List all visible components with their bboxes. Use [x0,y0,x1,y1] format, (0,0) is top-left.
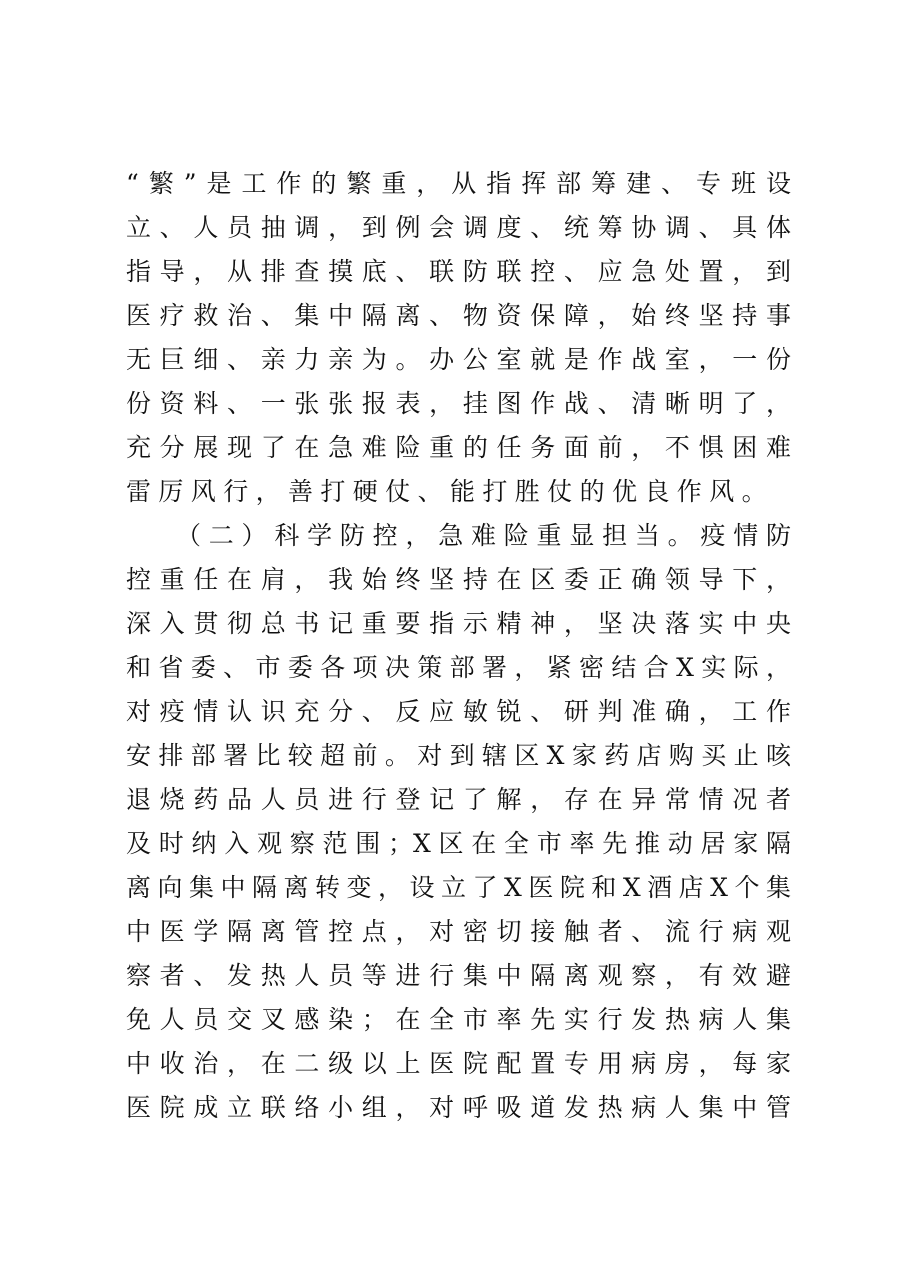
text-line: 深入贯彻总书记重要指示精神，坚决落实中央 [126,609,791,638]
text-line: 退烧药品人员进行登记了解，存在异常情况者 [126,785,791,814]
text-line: 指导，从排查摸底、联防联控、应急处置，到 [126,257,791,286]
text-line: 及时纳入观察范围；X区在全市率先推动居家隔 [126,829,791,858]
text-line: 察者、发热人员等进行集中隔离观察，有效避 [126,961,791,990]
text-line: 立、人员抽调，到例会调度、统筹协调、具体 [126,213,791,242]
text-line: 医疗救治、集中隔离、物资保障，始终坚持事 [126,301,791,330]
text-line: 医院成立联络小组，对呼吸道发热病人集中管 [126,1093,791,1122]
text-line: 安排部署比较超前。对到辖区X家药店购买止咳 [126,741,791,770]
text-line: 充分展现了在急难险重的任务面前，不惧困难 [126,433,791,462]
text-line: 中医学隔离管控点，对密切接触者、流行病观 [126,917,791,946]
text-line: 控重任在肩，我始终坚持在区委正确领导下， [126,565,791,594]
text-line: 免人员交叉感染；在全市率先实行发热病人集 [126,1005,791,1034]
text-line: 份资料、一张张报表，挂图作战、清晰明了， [126,389,791,418]
text-line: 无巨细、亲力亲为。办公室就是作战室，一份 [126,345,791,374]
body-text [126,162,791,1130]
text-line: 对疫情认识充分、反应敏锐、研判准确，工作 [126,697,791,726]
text-line: “繁”是工作的繁重，从指挥部筹建、专班设 [126,169,791,198]
text-line: 雷厉风行，善打硬仗、能打胜仗的优良作风。 [126,477,775,506]
section-heading-line: （二）科学防控，急难险重显担当。疫情防 [176,521,791,550]
text-line: 中收治，在二级以上医院配置专用病房，每家 [126,1049,791,1078]
text-line: 离向集中隔离转变，设立了X医院和X酒店X个集 [126,873,791,902]
text-line: 和省委、市委各项决策部署，紧密结合X实际， [126,653,791,682]
